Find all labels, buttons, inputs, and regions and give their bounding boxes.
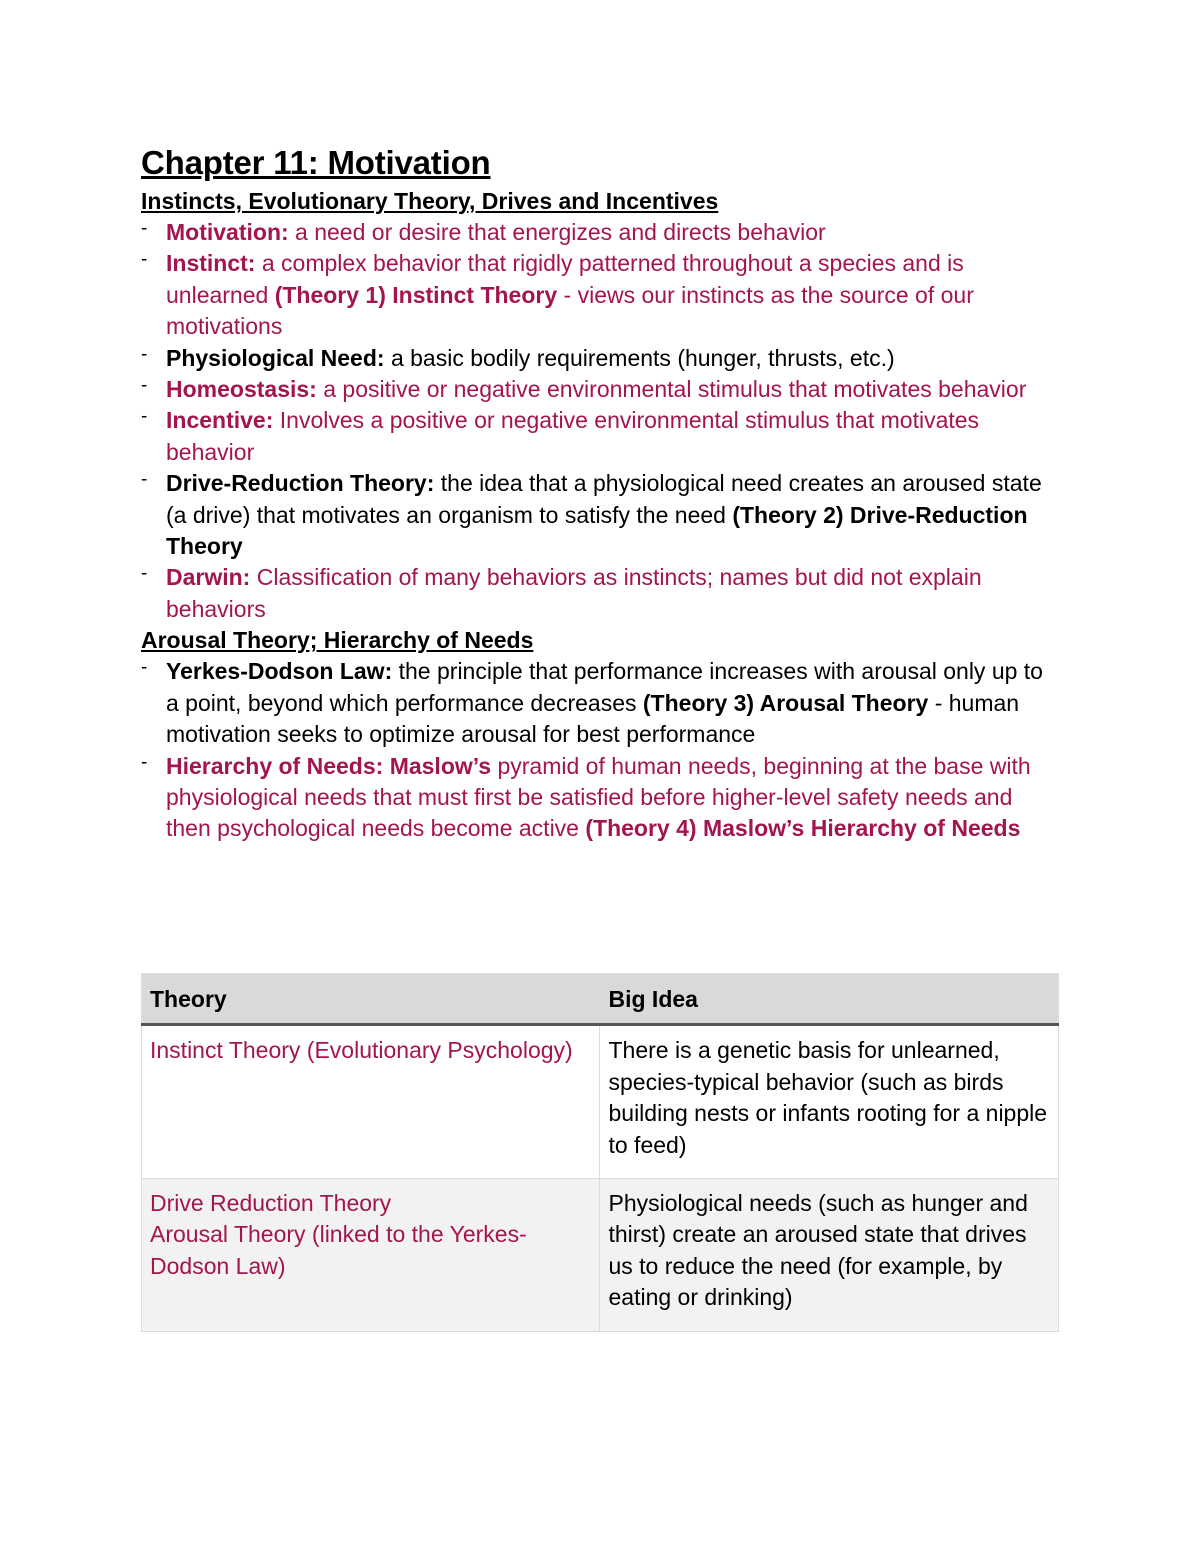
- term-label: Physiological Need:: [166, 344, 385, 371]
- theory-table: [141, 973, 1059, 1332]
- list-item: [141, 405, 1061, 468]
- term-definition: pyramid of human needs, beginning at the base with physiological needs that must first be satisfied before higher-level safety needs and then psychological needs become active: [166, 752, 1031, 842]
- theory-label: (Theory 2) Drive-Reduction Theory: [166, 501, 1028, 560]
- term-label: Yerkes-Dodson Law:: [166, 658, 393, 685]
- theory-description: - views our instincts as the source of our motivations: [166, 281, 974, 340]
- bullet-dash: -: [141, 249, 148, 271]
- table-row: [142, 1179, 1059, 1332]
- list-item: [141, 217, 1061, 248]
- bullet-dash: -: [141, 751, 148, 773]
- term-label: Hierarchy of Needs: Maslow’s: [166, 752, 492, 779]
- table-header-row: [142, 974, 1059, 1025]
- bullet-dash: -: [141, 657, 148, 679]
- column-header-big-idea: Big Idea: [600, 974, 1059, 1025]
- theory-name: Drive Reduction Theory: [150, 1190, 392, 1217]
- bullet-dash: -: [141, 469, 148, 491]
- column-header-theory: Theory: [142, 974, 600, 1025]
- bullet-dash: -: [141, 375, 148, 397]
- table-row: [142, 1025, 1059, 1179]
- term-label: Drive-Reduction Theory:: [166, 470, 435, 497]
- term-definition: the idea that a physiological need creates an aroused state (a drive) that motivates an organism to satisfy the need: [166, 470, 1042, 528]
- list-item: [141, 468, 1061, 562]
- term-label: Homeostasis:: [166, 376, 317, 403]
- big-idea-cell: Physiological needs (such as hunger and thirst) create an aroused state that drives us to reduce the need (for example, by eating or drinking): [600, 1179, 1059, 1332]
- bullet-dash: -: [141, 218, 148, 239]
- page-title: Chapter 11: Motivation: [141, 144, 491, 181]
- bullet-dash: -: [141, 343, 148, 365]
- theory-name: Arousal Theory (linked to the Yerkes-Dodson Law): [150, 1221, 527, 1279]
- term-label: Instinct:: [166, 250, 256, 277]
- term-label: Incentive:: [166, 407, 274, 434]
- list-item: [141, 751, 1061, 845]
- list-item: [141, 248, 1061, 342]
- theory-label: (Theory 4) Maslow’s Hierarchy of Needs: [585, 815, 1021, 842]
- theory-label: (Theory 3) Arousal Theory: [642, 689, 929, 716]
- term-list-instincts: [141, 217, 1061, 625]
- term-definition: a basic bodily requirements (hunger, thrusts, etc.): [384, 344, 895, 371]
- term-definition: a complex behavior that rigidly patterned throughout a species and is unlearned: [166, 250, 964, 308]
- term-definition: a need or desire that energizes and directs behavior: [288, 219, 826, 245]
- bullet-dash: -: [141, 563, 148, 585]
- big-idea-cell: There is a genetic basis for unlearned, species-typical behavior (such as birds building nests or infants rooting for a nipple to feed): [600, 1025, 1059, 1179]
- term-list-arousal: [141, 656, 1061, 844]
- term-definition: the principle that performance increases with arousal only up to a point, beyond which performance decreases: [166, 658, 1043, 716]
- section-heading-instincts: Instincts, Evolutionary Theory, Drives and Incentives: [141, 188, 719, 214]
- theory-cell: [142, 1025, 600, 1179]
- document-page: [141, 140, 1061, 845]
- theory-cell: [142, 1179, 600, 1332]
- term-label: Motivation:: [166, 219, 289, 245]
- list-item: [141, 656, 1061, 750]
- theory-description: - human motivation seeks to optimize arousal for best performance: [166, 689, 1020, 748]
- theory-name: Instinct Theory (Evolutionary Psychology): [150, 1037, 573, 1064]
- list-item: [141, 343, 1061, 374]
- section-heading-arousal: Arousal Theory; Hierarchy of Needs: [141, 627, 534, 654]
- term-label: Darwin:: [166, 564, 251, 591]
- theory-label: (Theory 1) Instinct Theory: [274, 281, 558, 308]
- list-item: [141, 562, 1061, 625]
- bullet-dash: -: [141, 406, 148, 428]
- term-definition: a positive or negative environmental stimulus that motivates behavior: [316, 376, 1027, 403]
- term-definition: Classification of many behaviors as instincts; names but did not explain behaviors: [166, 564, 982, 622]
- term-definition: Involves a positive or negative environmental stimulus that motivates behavior: [166, 407, 980, 465]
- list-item: [141, 374, 1061, 405]
